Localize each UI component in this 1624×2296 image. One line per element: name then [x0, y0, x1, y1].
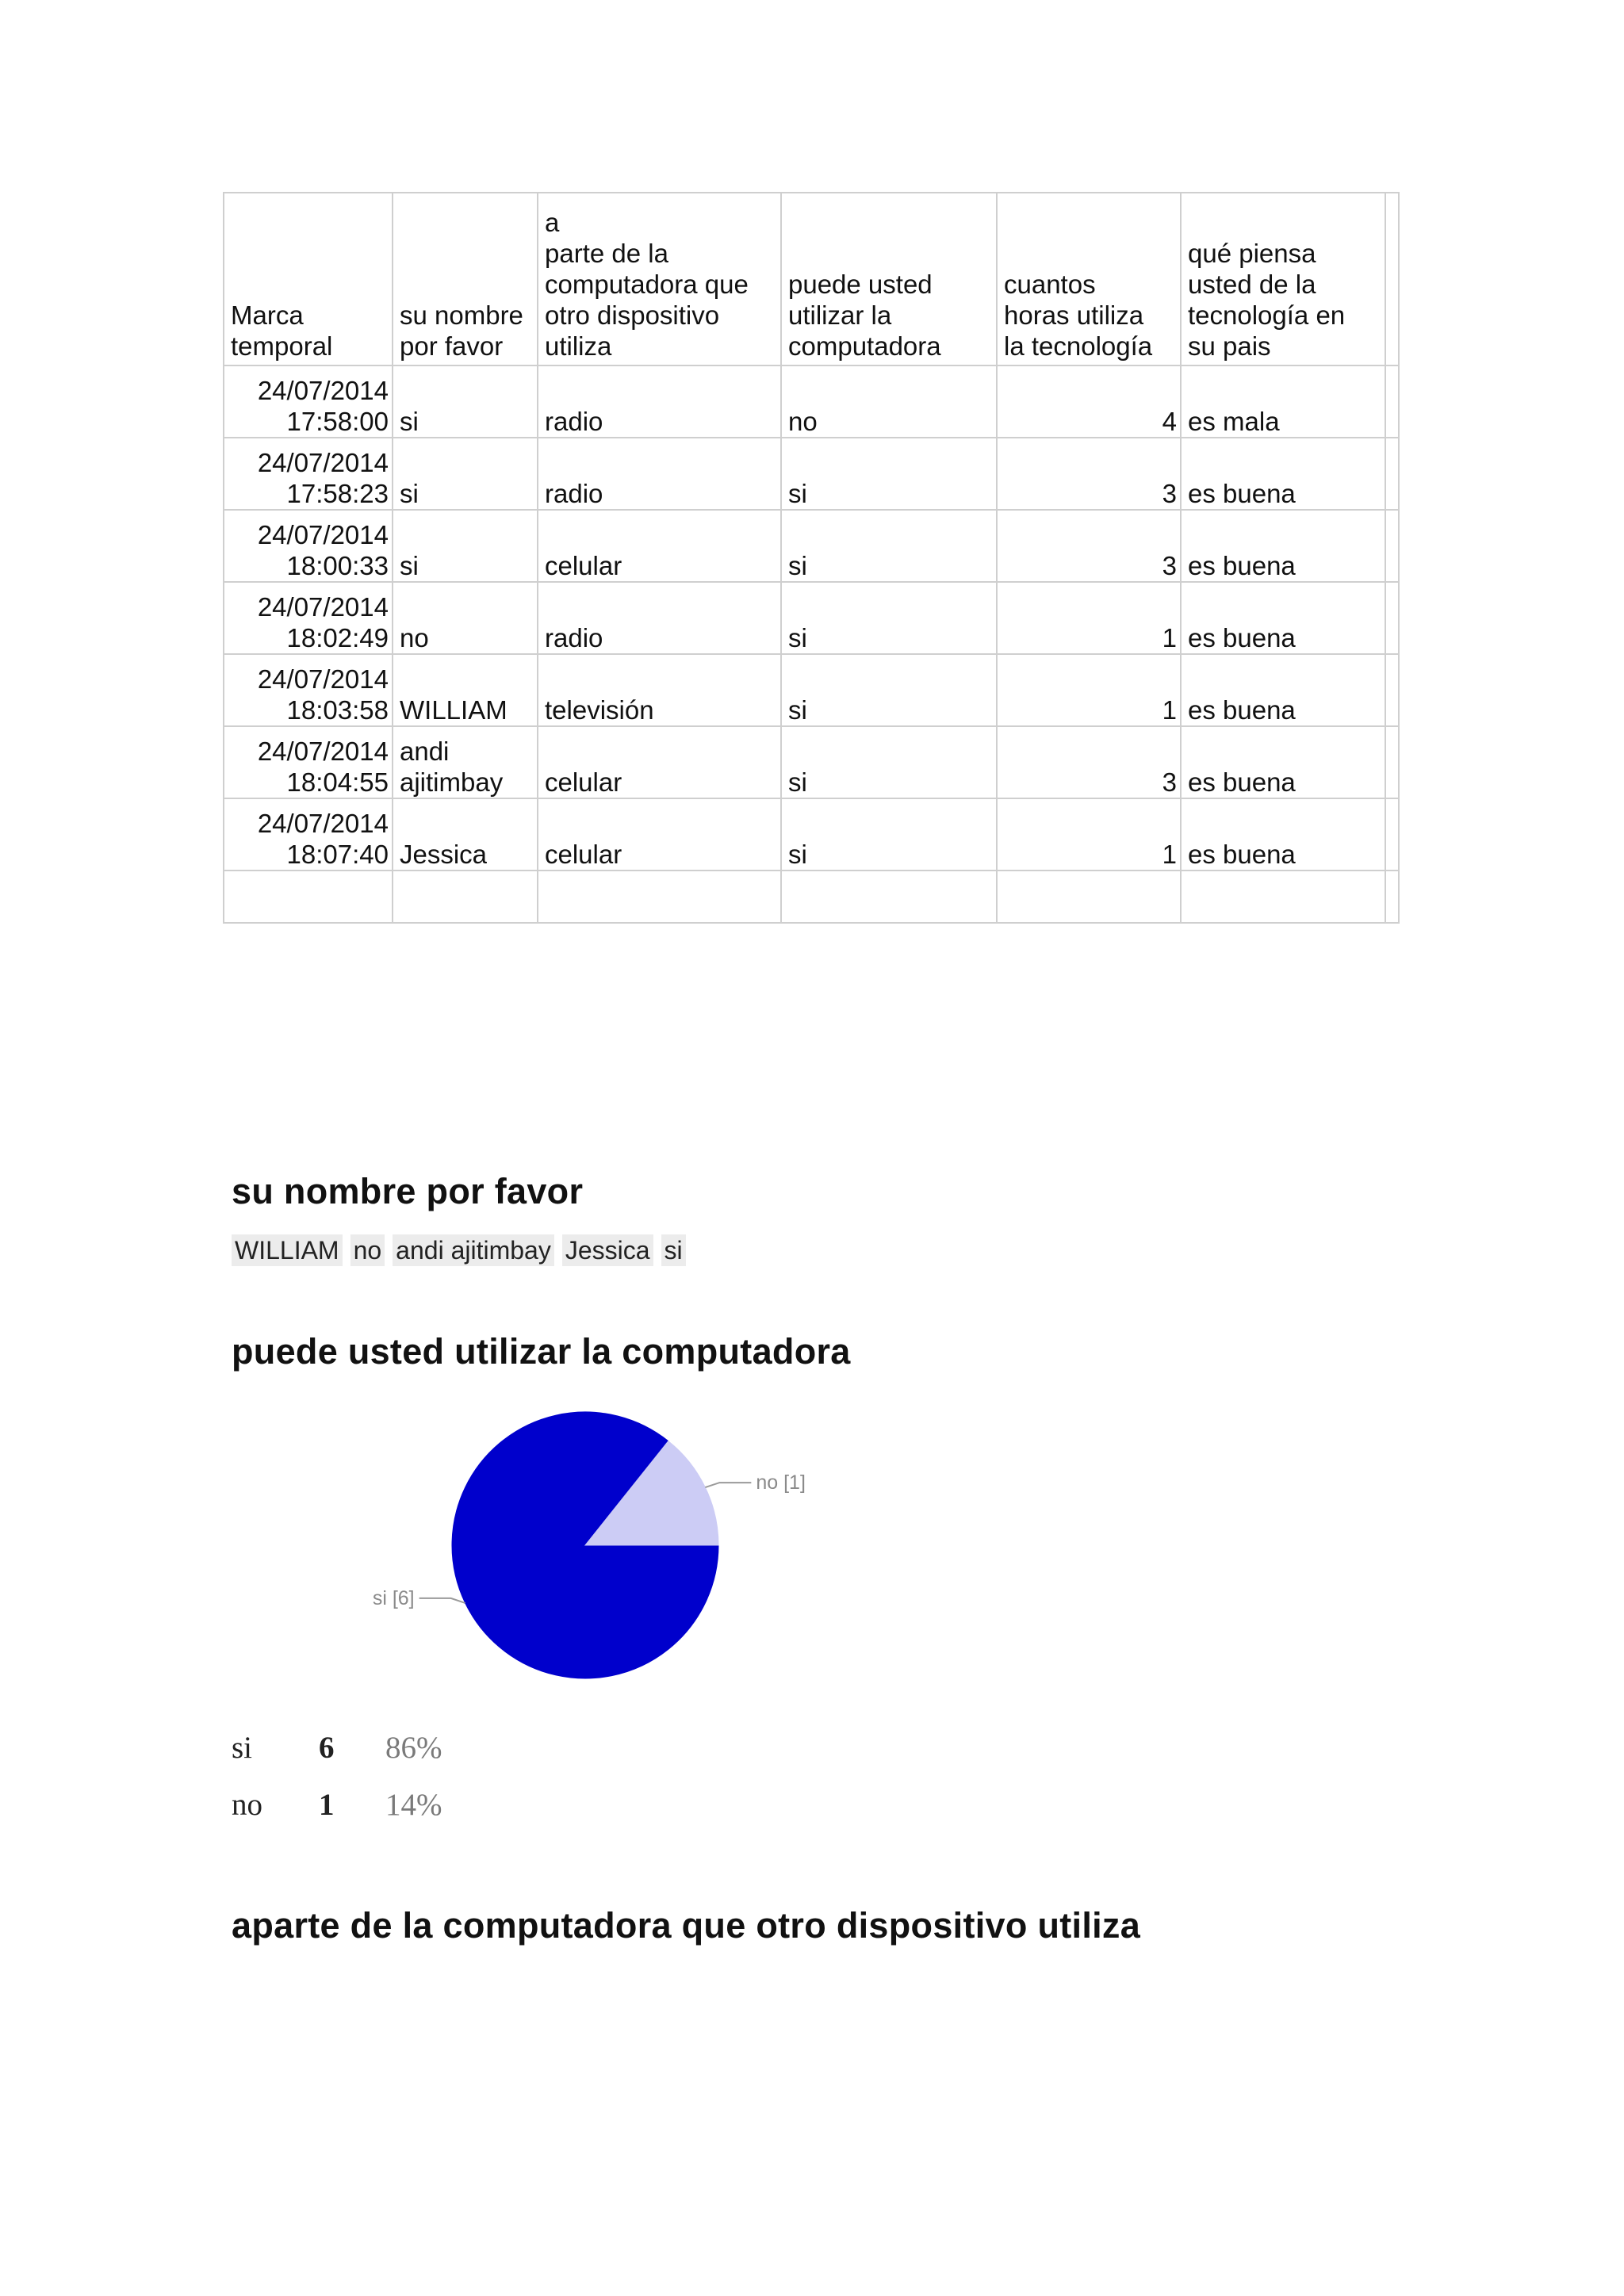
hours-cell: 4: [997, 365, 1181, 438]
table-row: [224, 726, 1399, 798]
time-text: 18:00:33: [286, 551, 389, 580]
device-cell: radio: [538, 582, 781, 654]
stat-percent: 14%: [385, 1788, 442, 1822]
header-text: por favor: [400, 331, 504, 361]
timestamp-cell: [224, 438, 393, 510]
table-edge-cell: [1385, 438, 1399, 510]
empty-cell: [538, 871, 781, 923]
column-header: [393, 193, 538, 365]
empty-table-row: [224, 871, 1399, 923]
header-text: parte de la: [545, 239, 668, 268]
section-title-computer: puede usted utilizar la computadora: [232, 1331, 851, 1372]
header-text: qué piensa: [1188, 239, 1316, 268]
column-header: [997, 193, 1181, 365]
header-text: Marca: [231, 300, 304, 330]
date-text: 24/07/2014: [257, 809, 389, 838]
device-cell: radio: [538, 438, 781, 510]
header-text: otro dispositivo: [545, 300, 720, 330]
opinion-cell: es buena: [1181, 510, 1385, 582]
timestamp-cell: [224, 798, 393, 871]
column-header: [538, 193, 781, 365]
hours-cell: 3: [997, 510, 1181, 582]
time-text: 17:58:23: [286, 479, 389, 508]
column-header: [781, 193, 997, 365]
name-chip: WILLIAM: [232, 1234, 343, 1266]
table-row: [224, 365, 1399, 438]
header-text: cuantos: [1004, 270, 1096, 299]
computer-cell: si: [781, 726, 997, 798]
table-row: [224, 654, 1399, 726]
name-text: si: [400, 479, 419, 508]
computer-cell: si: [781, 654, 997, 726]
computer-cell: si: [781, 438, 997, 510]
opinion-cell: es buena: [1181, 654, 1385, 726]
header-text: utiliza: [545, 331, 612, 361]
header-text: su nombre: [400, 300, 523, 330]
hours-cell: 1: [997, 798, 1181, 871]
timestamp-cell: [224, 726, 393, 798]
date-text: 24/07/2014: [257, 664, 389, 694]
name-chip: Jessica: [562, 1234, 653, 1266]
name-cell: [393, 510, 538, 582]
empty-cell: [781, 871, 997, 923]
opinion-cell: es mala: [1181, 365, 1385, 438]
header-text: tecnología en: [1188, 300, 1346, 330]
table-edge-cell: [1385, 726, 1399, 798]
device-cell: celular: [538, 798, 781, 871]
name-chip: si: [661, 1234, 686, 1266]
empty-cell: [1181, 871, 1385, 923]
stat-count: 6: [319, 1731, 335, 1765]
table-row: [224, 438, 1399, 510]
table-row: [224, 582, 1399, 654]
column-header: [1181, 193, 1385, 365]
name-text: WILLIAM: [400, 695, 508, 725]
name-cell: [393, 582, 538, 654]
header-text: temporal: [231, 331, 333, 361]
opinion-cell: es buena: [1181, 438, 1385, 510]
table-edge-cell: [1385, 654, 1399, 726]
header-text: computadora que: [545, 270, 749, 299]
section-title-name: su nombre por favor: [232, 1171, 584, 1211]
pie-label-si: si [6]: [372, 1586, 415, 1609]
table-row: [224, 798, 1399, 871]
stat-label: si: [232, 1731, 253, 1765]
name-text: andi: [400, 737, 450, 766]
name-cell: [393, 365, 538, 438]
timestamp-cell: [224, 654, 393, 726]
header-text: la tecnología: [1004, 331, 1153, 361]
timestamp-cell: [224, 582, 393, 654]
table-header-row: [224, 193, 1399, 365]
name-text: no: [400, 623, 429, 652]
header-text: a: [545, 208, 560, 237]
date-text: 24/07/2014: [257, 520, 389, 549]
header-text: horas utiliza: [1004, 300, 1144, 330]
table-edge-cell: [1385, 582, 1399, 654]
empty-cell: [393, 871, 538, 923]
device-cell: celular: [538, 510, 781, 582]
empty-cell: [224, 871, 393, 923]
time-text: 18:07:40: [286, 840, 389, 869]
column-header: [224, 193, 393, 365]
date-text: 24/07/2014: [257, 592, 389, 622]
name-chips: [232, 1234, 686, 1266]
header-text: su pais: [1188, 331, 1271, 361]
time-text: 18:02:49: [286, 623, 389, 652]
name-chip: no: [350, 1234, 385, 1266]
header-text: utilizar la: [788, 300, 892, 330]
pie-label-no: no [1]: [756, 1471, 806, 1494]
header-text: usted de la: [1188, 270, 1316, 299]
table-edge-cell: [1385, 510, 1399, 582]
stat-label: no: [232, 1788, 262, 1822]
name-text: si: [400, 551, 419, 580]
device-cell: radio: [538, 365, 781, 438]
computer-cell: si: [781, 582, 997, 654]
header-text: puede usted: [788, 270, 933, 299]
computer-cell: si: [781, 510, 997, 582]
date-text: 24/07/2014: [257, 448, 389, 477]
name-text: Jessica: [400, 840, 488, 869]
device-cell: celular: [538, 726, 781, 798]
date-text: 24/07/2014: [257, 376, 389, 405]
hours-cell: 3: [997, 438, 1181, 510]
opinion-cell: es buena: [1181, 582, 1385, 654]
name-cell: [393, 654, 538, 726]
date-text: 24/07/2014: [257, 737, 389, 766]
time-text: 17:58:00: [286, 407, 389, 436]
pie-leader-line: [705, 1483, 751, 1487]
section-title-device: aparte de la computadora que otro dispositivo utiliza: [232, 1905, 1141, 1946]
hours-cell: 3: [997, 726, 1181, 798]
stat-percent: 86%: [385, 1731, 442, 1765]
empty-cell: [997, 871, 1181, 923]
hours-cell: 1: [997, 654, 1181, 726]
computer-use-pie-chart: [349, 1395, 841, 1712]
stat-count: 1: [319, 1788, 335, 1822]
hours-cell: 1: [997, 582, 1181, 654]
header-text: computadora: [788, 331, 941, 361]
timestamp-cell: [224, 510, 393, 582]
name-cell: [393, 798, 538, 871]
time-text: 18:04:55: [286, 767, 389, 797]
computer-cell: no: [781, 365, 997, 438]
name-text: ajitimbay: [400, 767, 504, 797]
name-text: si: [400, 407, 419, 436]
name-chip: andi ajitimbay: [393, 1234, 554, 1266]
name-cell: [393, 438, 538, 510]
responses-table: [223, 192, 1400, 924]
table-edge-cell: [1385, 798, 1399, 871]
table-edge-cell: [1385, 193, 1399, 365]
time-text: 18:03:58: [286, 695, 389, 725]
pie-leader-line: [419, 1598, 465, 1603]
table-row: [224, 510, 1399, 582]
opinion-cell: es buena: [1181, 798, 1385, 871]
name-cell: [393, 726, 538, 798]
table-edge-cell: [1385, 365, 1399, 438]
computer-cell: si: [781, 798, 997, 871]
opinion-cell: es buena: [1181, 726, 1385, 798]
timestamp-cell: [224, 365, 393, 438]
device-cell: televisión: [538, 654, 781, 726]
table-edge-cell: [1385, 871, 1399, 923]
